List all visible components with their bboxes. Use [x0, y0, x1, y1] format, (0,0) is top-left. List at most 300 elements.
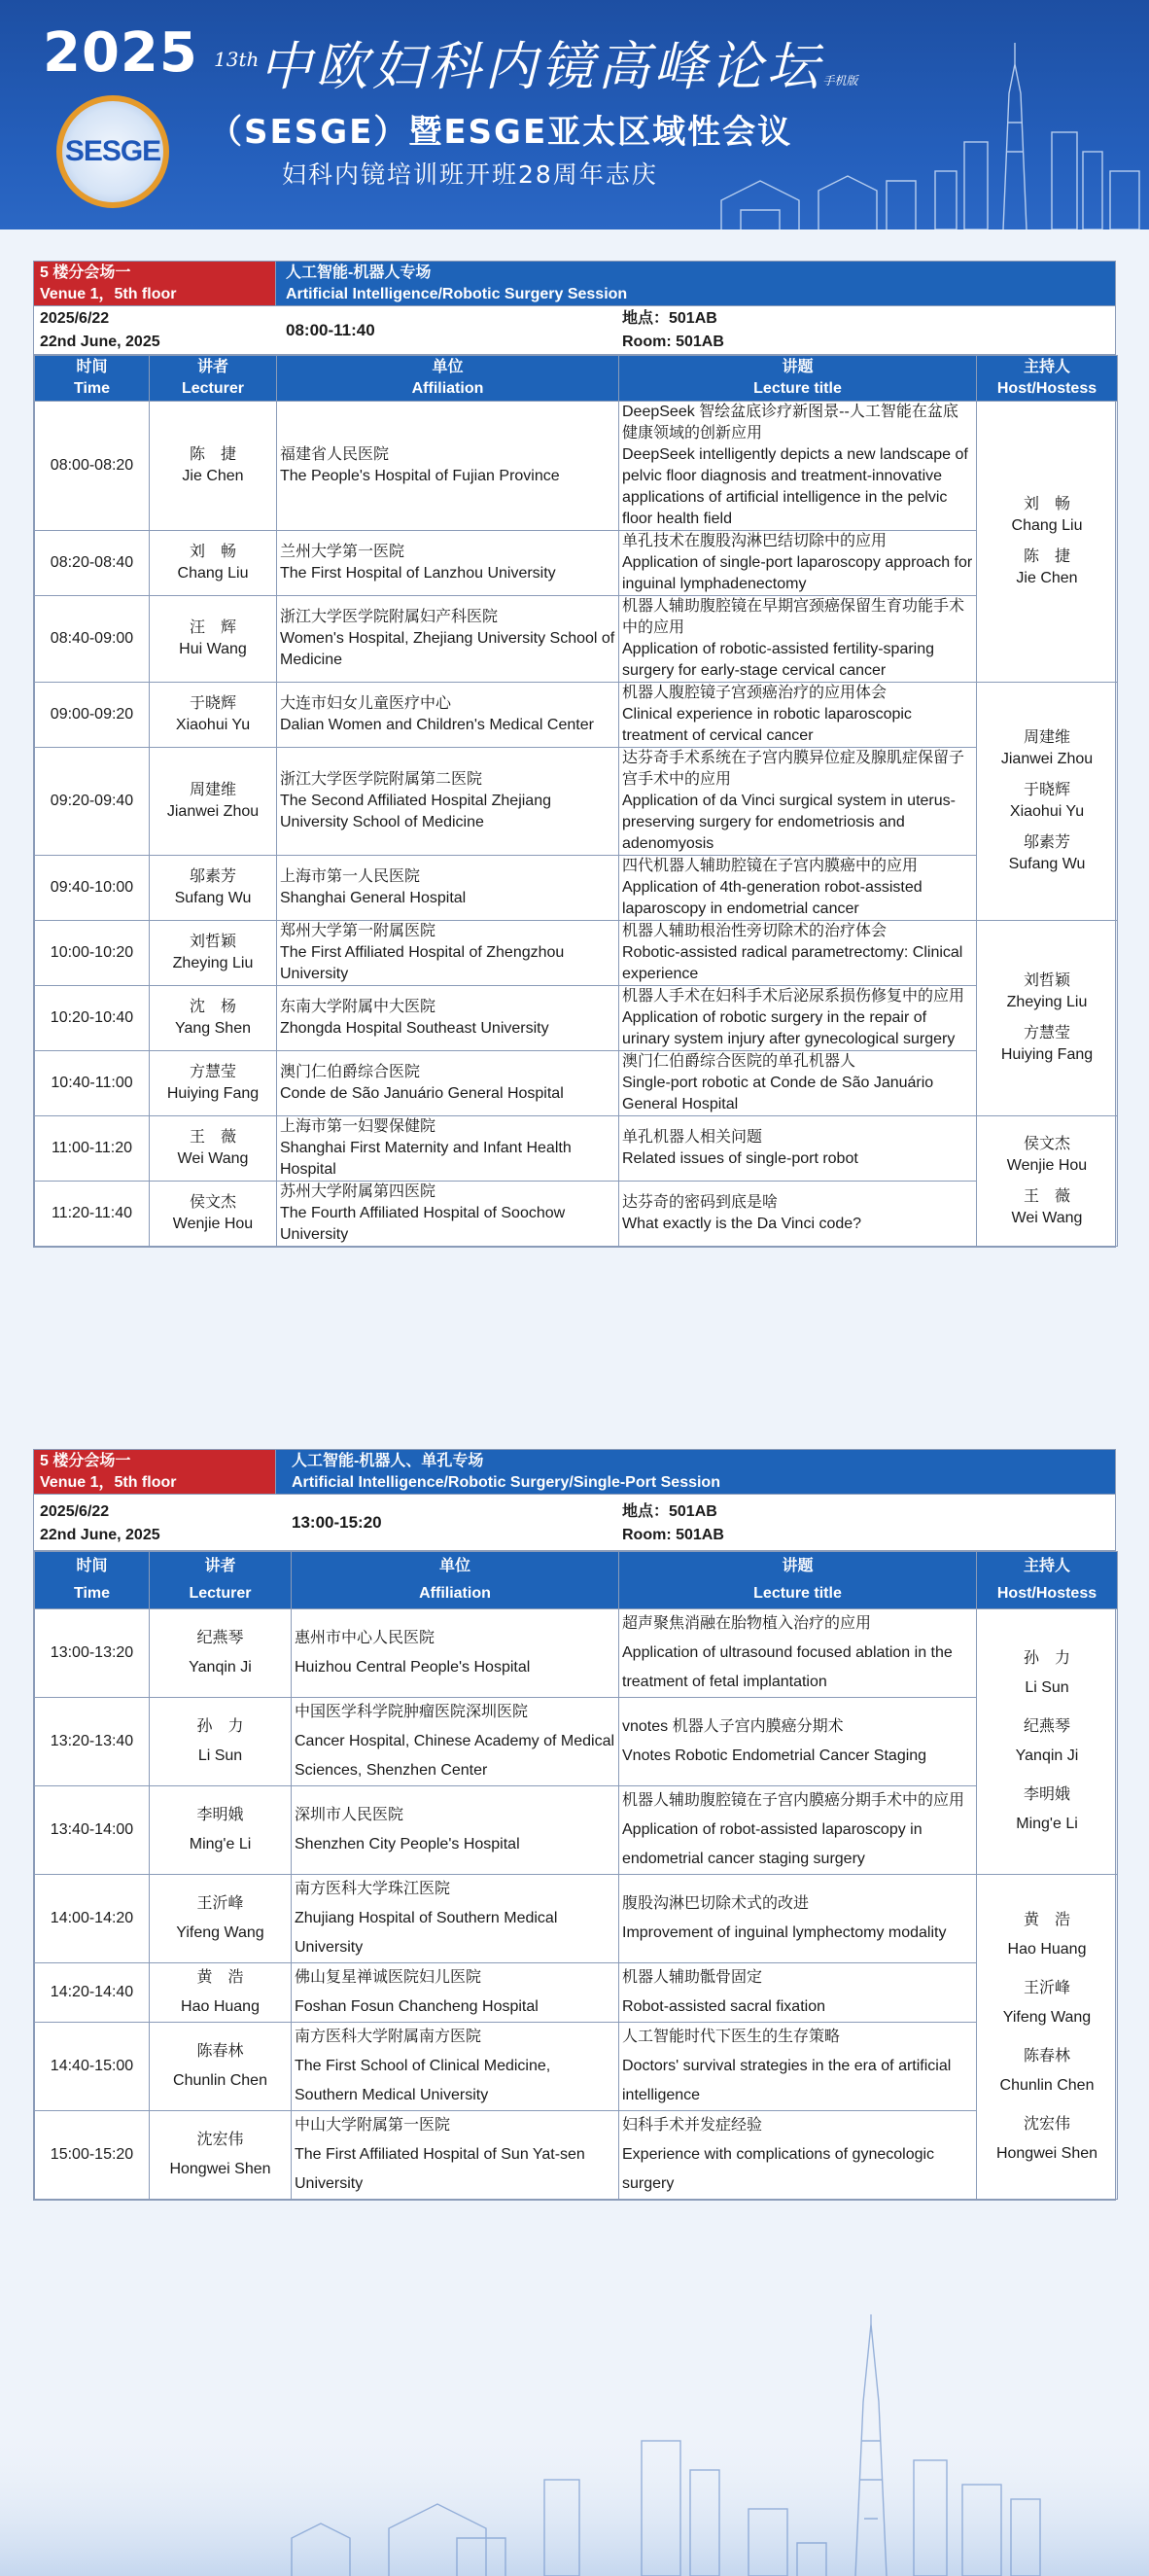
lecture-title-en: Application of robot-assisted laparoscopy in endometrial cancer staging surgery — [622, 1821, 923, 1867]
table-row — [35, 856, 1118, 921]
lecture-title-cell — [619, 1875, 977, 1963]
host-entry — [980, 1712, 1114, 1771]
footer-city-skyline — [0, 2314, 1149, 2576]
affiliation-cell — [292, 1963, 619, 2023]
table-row — [35, 1051, 1118, 1116]
lecturer-name-cn: 李明娥 — [196, 1807, 244, 1823]
session-room — [618, 306, 1115, 354]
talk-time: 11:20-11:40 — [35, 1182, 150, 1247]
col-header-lecturer: 讲者 Lecturer — [150, 356, 277, 402]
host-name-en: Sufang Wu — [1008, 856, 1086, 872]
affiliation-cn: 兰州大学第一医院 — [280, 544, 405, 560]
table-row — [35, 1182, 1118, 1247]
lecture-title-cell — [619, 402, 977, 531]
table-row — [35, 596, 1118, 683]
affiliation-cn: 上海市第一妇婴保健院 — [280, 1118, 436, 1135]
lecturer-name-cn: 汪 辉 — [189, 619, 236, 636]
host-name-en: Hongwei Shen — [995, 2144, 1098, 2162]
affiliation-en: Shenzhen City People's Hospital — [295, 1836, 520, 1853]
affiliation-cell — [277, 531, 619, 596]
lecturer-name-en: Hongwei Shen — [169, 2161, 271, 2177]
col-header-title: 讲题 Lecture title — [619, 1552, 977, 1609]
lecturer-cell — [150, 921, 277, 986]
host-name-cn: 沈宏伟 — [1023, 2115, 1070, 2133]
session-name-cn: 人工智能-机器人专场 — [286, 265, 432, 281]
affiliation-en: Cancer Hospital, Chinese Academy of Medical Sciences, Shenzhen Center — [295, 1733, 615, 1779]
session-name-cn: 人工智能-机器人、单孔专场 — [292, 1453, 484, 1469]
lecture-title-en: Application of da Vinci surgical system in uterus-preserving surgery for endometriosis and adenomyosis — [622, 793, 956, 852]
lecture-title-en: Robotic-assisted radical parametrectomy: Clinical experience — [622, 944, 963, 982]
session-date — [34, 1495, 276, 1550]
lecturer-cell — [150, 986, 277, 1051]
host-name-en: Ming'e Li — [1016, 1816, 1078, 1832]
affiliation-cn: 深圳市人民医院 — [295, 1807, 404, 1823]
lecture-title-en: Application of robotic-assisted fertility-sparing surgery for early-stage cervical cancer — [622, 641, 935, 679]
lecture-title-cn: 四代机器人辅助腔镜在子宫内膜癌中的应用 — [622, 858, 919, 874]
host-name-en: Xiaohui Yu — [1009, 803, 1085, 820]
host-entry — [980, 494, 1114, 537]
affiliation-cell — [277, 1051, 619, 1116]
session-info-row — [34, 306, 1115, 355]
host-cell — [977, 1609, 1118, 1875]
lecture-title-en: Doctors' survival strategies in the era of artificial intelligence — [622, 2058, 952, 2103]
col-header-lecturer: 讲者 Lecturer — [150, 1552, 292, 1609]
table-header-row — [35, 356, 1118, 402]
affiliation-cn: 苏州大学附属第四医院 — [280, 1183, 436, 1200]
affiliation-en: Shanghai General Hospital — [280, 890, 467, 906]
lecture-title-cn: 机器人辅助腹腔镜在早期宫颈癌保留生育功能手术中的应用 — [622, 598, 965, 636]
forum-title-text: 中欧妇科内镜高峰论坛 — [259, 36, 823, 97]
logo-text: SESGE — [64, 135, 161, 167]
forum-edition: 13th — [214, 48, 260, 71]
affiliation-cell — [277, 596, 619, 683]
lecturer-cell — [150, 531, 277, 596]
date-cn: 2025/6/22 — [40, 1503, 110, 1520]
lecturer-name-cn: 黄 浩 — [196, 1969, 244, 1986]
affiliation-cell — [277, 986, 619, 1051]
host-name-cn: 刘哲颖 — [1023, 972, 1070, 989]
col-header-title: 讲题 Lecture title — [619, 356, 977, 402]
lecture-title-cn: 机器人辅助骶骨固定 — [622, 1969, 763, 1986]
host-name-cn: 李明娥 — [1023, 1786, 1070, 1803]
talk-time: 15:00-15:20 — [35, 2111, 150, 2200]
talk-time: 10:20-10:40 — [35, 986, 150, 1051]
room-en: Room: 501AB — [622, 1527, 724, 1543]
lecture-title-cell — [619, 1051, 977, 1116]
lecturer-name-en: Huiying Fang — [166, 1085, 260, 1102]
host-entry — [980, 1186, 1114, 1229]
host-cell — [977, 1875, 1118, 2200]
lecture-title-cn: 机器人手术在妇科手术后泌尿系损伤修复中的应用 — [622, 988, 965, 1005]
affiliation-en: The People's Hospital of Fujian Province — [280, 468, 560, 484]
host-cell — [977, 921, 1118, 1116]
lecturer-cell — [150, 1116, 277, 1182]
host-entry — [980, 1644, 1114, 1703]
lecture-title-cell — [619, 986, 977, 1051]
host-entry — [980, 547, 1114, 589]
lecture-title-cn: DeepSeek 智绘盆底诊疗新图景--人工智能在盆底健康领域的创新应用 — [622, 404, 958, 441]
lecturer-name-en: Chang Liu — [177, 565, 249, 582]
lecture-title-cell — [619, 921, 977, 986]
table-row — [35, 683, 1118, 748]
host-entry — [980, 2110, 1114, 2169]
session-name-en: Artificial Intelligence/Robotic Surgery/Single-Port Session — [292, 1474, 720, 1491]
affiliation-cn: 南方医科大学珠江医院 — [295, 1881, 451, 1897]
talk-time: 09:00-09:20 — [35, 683, 150, 748]
affiliation-cn: 澳门仁伯爵综合医院 — [280, 1064, 421, 1080]
affiliation-en: The First Affiliated Hospital of Zhengzhou University — [280, 944, 565, 982]
talk-time: 14:40-15:00 — [35, 2023, 150, 2111]
affiliation-cell — [277, 856, 619, 921]
lecturer-name-cn: 沈 杨 — [189, 999, 236, 1015]
table-row — [35, 2023, 1118, 2111]
table-row — [35, 402, 1118, 531]
lecture-title-cn: 单孔技术在腹股沟淋巴结切除中的应用 — [622, 533, 888, 549]
session-room — [618, 1495, 1115, 1550]
header-banner — [0, 0, 1149, 229]
lecture-title-cell — [619, 596, 977, 683]
lecture-title-en: Vnotes Robotic Endometrial Cancer Staging — [622, 1747, 927, 1764]
anniversary-subtitle: 妇科内镜培训班开班28周年志庆 — [282, 160, 658, 189]
lecture-title-en: Application of ultrasound focused ablation in the treatment of fetal implantation — [622, 1644, 953, 1690]
host-name-cn: 王沂峰 — [1023, 1979, 1070, 1996]
affiliation-cell — [292, 1698, 619, 1786]
city-skyline-illustration — [682, 35, 1149, 229]
sesge-logo — [56, 95, 169, 208]
lecturer-name-en: Zheying Liu — [172, 955, 254, 971]
host-name-en: Jie Chen — [1016, 570, 1078, 586]
host-name-en: Hao Huang — [1007, 1940, 1087, 1958]
lecturer-name-cn: 沈宏伟 — [196, 2132, 244, 2148]
host-entry — [980, 970, 1114, 1013]
lecture-title-cn: 机器人腹腔镜子宫颈癌治疗的应用体会 — [622, 685, 888, 701]
affiliation-cell — [277, 402, 619, 531]
lecture-title-en: Clinical experience in robotic laparoscopic treatment of cervical cancer — [622, 706, 912, 744]
affiliation-cn: 东南大学附属中大医院 — [280, 999, 436, 1015]
lecture-title-cell — [619, 856, 977, 921]
lecturer-name-cn: 周建维 — [189, 782, 236, 798]
host-entry — [980, 780, 1114, 823]
lecturer-name-cn: 孙 力 — [196, 1718, 244, 1735]
lecturer-name-en: Yanqin Ji — [189, 1659, 252, 1676]
affiliation-cn: 大连市妇女儿童医疗中心 — [280, 695, 452, 712]
host-entry — [980, 1134, 1114, 1177]
lecturer-cell — [150, 1698, 292, 1786]
lecture-title-en: Experience with complications of gynecologic surgery — [622, 2146, 935, 2192]
affiliation-cell — [277, 921, 619, 986]
lecture-title-cn: 单孔机器人相关问题 — [622, 1129, 763, 1146]
lecturer-name-cn: 刘哲颖 — [189, 934, 236, 950]
lecture-title-en: DeepSeek intelligently depicts a new landscape of pelvic floor diagnosis and treatment-innovative applications of artificial intelligence in the pelvic floor health field — [622, 446, 968, 527]
host-cell — [977, 1116, 1118, 1247]
talk-time: 10:40-11:00 — [35, 1051, 150, 1116]
host-name-en: Huiying Fang — [1000, 1046, 1094, 1063]
affiliation-cell — [292, 1609, 619, 1698]
affiliation-cell — [277, 1116, 619, 1182]
schedule-body — [35, 1609, 1118, 2200]
lecture-title-cell — [619, 2023, 977, 2111]
forum-signature: 手机版 — [822, 74, 858, 88]
host-name-cn: 于晓辉 — [1023, 782, 1070, 798]
session-time: 13:00-15:20 — [292, 1512, 382, 1532]
lecturer-name-en: Hui Wang — [179, 641, 247, 657]
host-cell — [977, 402, 1118, 683]
lecture-title-cell — [619, 1786, 977, 1875]
lecturer-cell — [150, 2111, 292, 2200]
table-row — [35, 531, 1118, 596]
col-header-host: 主持人 Host/Hostess — [977, 1552, 1118, 1609]
lecturer-name-en: Chunlin Chen — [173, 2072, 267, 2089]
lecturer-name-cn: 纪燕琴 — [196, 1630, 244, 1646]
talk-time: 11:00-11:20 — [35, 1116, 150, 1182]
affiliation-en: The First Hospital of Lanzhou University — [280, 565, 556, 582]
host-name-cn: 纪燕琴 — [1023, 1718, 1070, 1735]
venue-en: Venue 1，5th floor — [40, 286, 177, 302]
host-cell — [977, 683, 1118, 921]
session-name-en: Artificial Intelligence/Robotic Surgery Session — [286, 286, 628, 302]
lecture-title-cn: 腹股沟淋巴切除术式的改进 — [622, 1895, 810, 1912]
schedule-table — [34, 355, 1118, 1247]
venue-cn: 5 楼分会场一 — [40, 265, 131, 281]
table-header-row — [35, 1552, 1118, 1609]
host-entry — [980, 1781, 1114, 1839]
lecturer-name-en: Wei Wang — [177, 1150, 249, 1167]
host-name-en: Chunlin Chen — [999, 2076, 1095, 2094]
talk-time: 13:00-13:20 — [35, 1609, 150, 1698]
affiliation-cn: 惠州市中心人民医院 — [295, 1630, 435, 1646]
affiliation-cn: 南方医科大学附属南方医院 — [295, 2029, 482, 2045]
col-header-affiliation: 单位 Affiliation — [277, 356, 619, 402]
affiliation-en: Zhongda Hospital Southeast University — [280, 1020, 549, 1037]
lecture-title-cell — [619, 1116, 977, 1182]
host-name-en: Yifeng Wang — [1002, 2008, 1092, 2026]
lecturer-cell — [150, 1786, 292, 1875]
host-name-en: Zheying Liu — [1006, 994, 1088, 1010]
lecturer-name-cn: 侯文杰 — [189, 1194, 236, 1211]
lecturer-cell — [150, 1182, 277, 1247]
lecture-title-cn: 澳门仁伯爵综合医院的单孔机器人 — [622, 1053, 856, 1070]
host-entry — [980, 1906, 1114, 1964]
lecturer-name-en: Li Sun — [197, 1747, 243, 1764]
lecture-title-cell — [619, 1698, 977, 1786]
host-name-cn: 陈 捷 — [1023, 548, 1070, 565]
lecture-title-cn: 机器人辅助腹腔镜在子宫内膜癌分期手术中的应用 — [622, 1792, 965, 1809]
room-cn: 地点：501AB — [622, 1503, 717, 1520]
host-name-cn: 黄 浩 — [1023, 1911, 1070, 1928]
host-name-en: Wei Wang — [1011, 1209, 1083, 1226]
affiliation-cell — [292, 2111, 619, 2200]
lecturer-name-en: Hao Huang — [181, 1998, 260, 2015]
lecturer-name-cn: 陈 捷 — [189, 446, 236, 463]
session-date — [34, 306, 276, 354]
host-name-en: Wenjie Hou — [1006, 1156, 1088, 1174]
lecture-title-cell — [619, 1963, 977, 2023]
schedule-body — [35, 402, 1118, 1247]
host-name-en: Yanqin Ji — [1015, 1747, 1079, 1764]
session-ai-robotic — [33, 261, 1116, 1248]
lecture-title-en: Application of 4th-generation robot-assisted laparoscopy in endometrial cancer — [622, 879, 923, 917]
col-header-affiliation: 单位 Affiliation — [292, 1552, 619, 1609]
venue-cn: 5 楼分会场一 — [40, 1453, 131, 1469]
affiliation-cell — [292, 2023, 619, 2111]
affiliation-cn: 浙江大学医学院附属妇产科医院 — [280, 609, 499, 625]
lecture-title-en: Application of robotic surgery in the repair of urinary system injury after gynecological surgery — [622, 1009, 956, 1047]
lecture-title-cn: vnotes 机器人子宫内膜癌分期术 — [622, 1718, 844, 1735]
host-entry — [980, 2042, 1114, 2100]
lecturer-cell — [150, 1609, 292, 1698]
affiliation-cn: 中山大学附属第一医院 — [295, 2117, 451, 2134]
lecturer-cell — [150, 683, 277, 748]
table-row — [35, 986, 1118, 1051]
lecture-title-cn: 达芬奇的密码到底是啥 — [622, 1194, 779, 1211]
table-row — [35, 1116, 1118, 1182]
room-cn: 地点：501AB — [622, 310, 717, 327]
talk-time: 14:00-14:20 — [35, 1875, 150, 1963]
host-entry — [980, 1974, 1114, 2032]
talk-time: 10:00-10:20 — [35, 921, 150, 986]
table-row — [35, 748, 1118, 856]
lecture-title-en: Related issues of single-port robot — [622, 1150, 858, 1167]
lecture-title-cell — [619, 2111, 977, 2200]
schedule-table — [34, 1551, 1118, 2200]
lecturer-name-cn: 陈春林 — [196, 2043, 244, 2060]
venue-label — [34, 262, 276, 305]
date-cn: 2025/6/22 — [40, 310, 110, 327]
session-info-row — [34, 1495, 1115, 1551]
affiliation-en: Foshan Fosun Chancheng Hospital — [295, 1998, 539, 2015]
host-entry — [980, 727, 1114, 770]
lecturer-name-en: Wenjie Hou — [172, 1216, 254, 1232]
lecturer-name-cn: 刘 畅 — [189, 544, 236, 560]
table-row — [35, 1786, 1118, 1875]
lecture-title-cell — [619, 1182, 977, 1247]
lecturer-cell — [150, 1051, 277, 1116]
lecturer-name-cn: 邬素芳 — [189, 868, 236, 885]
host-name-cn: 陈春林 — [1023, 2047, 1070, 2064]
lecture-title-en: What exactly is the Da Vinci code? — [622, 1216, 862, 1232]
lecturer-name-en: Sufang Wu — [174, 890, 252, 906]
host-entry — [980, 1023, 1114, 1066]
lecturer-cell — [150, 748, 277, 856]
lecturer-name-en: Yang Shen — [175, 1020, 251, 1037]
host-name-cn: 王 薇 — [1023, 1187, 1070, 1205]
affiliation-en: The First School of Clinical Medicine, Southern Medical University — [295, 2058, 551, 2103]
col-header-host: 主持人 Host/Hostess — [977, 356, 1118, 402]
talk-time: 08:20-08:40 — [35, 531, 150, 596]
room-en: Room: 501AB — [622, 334, 724, 350]
lecture-title-en: Robot-assisted sacral fixation — [622, 1998, 825, 2015]
lecturer-cell — [150, 402, 277, 531]
affiliation-cell — [277, 1182, 619, 1247]
affiliation-en: The First Affiliated Hospital of Sun Yat-sen University — [295, 2146, 585, 2192]
affiliation-cell — [277, 683, 619, 748]
session-title-row — [34, 262, 1115, 306]
affiliation-en: Huizhou Central People's Hospital — [295, 1659, 531, 1676]
lecture-title-en: Single-port robotic at Conde de São Januário General Hospital — [622, 1075, 934, 1112]
affiliation-cell — [277, 748, 619, 856]
lecturer-name-en: Jianwei Zhou — [166, 803, 260, 820]
affiliation-en: Conde de São Januário General Hospital — [280, 1085, 564, 1102]
host-name-cn: 刘 畅 — [1023, 496, 1070, 512]
table-row — [35, 1698, 1118, 1786]
affiliation-cell — [292, 1875, 619, 1963]
host-name-en: Jianwei Zhou — [1000, 751, 1094, 767]
affiliation-en: Dalian Women and Children's Medical Center — [280, 717, 594, 733]
table-row — [35, 921, 1118, 986]
session-title-row — [34, 1450, 1115, 1495]
host-name-cn: 周建维 — [1023, 729, 1070, 746]
talk-time: 08:00-08:20 — [35, 402, 150, 531]
affiliation-cn: 郑州大学第一附属医院 — [280, 923, 436, 939]
affiliation-cell — [292, 1786, 619, 1875]
lecture-title-cell — [619, 748, 977, 856]
event-year: 2025 — [43, 21, 198, 85]
session-name — [276, 1450, 1115, 1494]
lecturer-cell — [150, 856, 277, 921]
talk-time: 14:20-14:40 — [35, 1963, 150, 2023]
host-name-en: Li Sun — [1025, 1679, 1069, 1696]
host-name-cn: 方慧莹 — [1023, 1025, 1070, 1041]
lecturer-name-cn: 王沂峰 — [196, 1895, 244, 1912]
lecturer-cell — [150, 2023, 292, 2111]
col-header-time: 时间 Time — [35, 356, 150, 402]
lecture-title-cn: 人工智能时代下医生的生存策略 — [622, 2029, 841, 2045]
affiliation-en: Shanghai First Maternity and Infant Health Hospital — [280, 1140, 572, 1178]
lecture-title-cn: 妇科手术并发症经验 — [622, 2117, 763, 2134]
affiliation-cn: 福建省人民医院 — [280, 446, 390, 463]
host-name-en: Chang Liu — [1011, 517, 1083, 534]
lecture-title-cn: 超声聚焦消融在胎物植入治疗的应用 — [622, 1615, 872, 1632]
lecturer-name-cn: 王 薇 — [189, 1129, 236, 1146]
affiliation-en: The Fourth Affiliated Hospital of Soochow University — [280, 1205, 566, 1243]
lecture-title-cell — [619, 1609, 977, 1698]
host-name-cn: 侯文杰 — [1023, 1135, 1070, 1152]
date-en: 22nd June, 2025 — [40, 1527, 160, 1543]
table-row — [35, 1609, 1118, 1698]
host-name-cn: 孙 力 — [1023, 1650, 1070, 1667]
affiliation-cn: 佛山复星禅诚医院妇儿医院 — [295, 1969, 482, 1986]
date-en: 22nd June, 2025 — [40, 334, 160, 350]
host-entry — [980, 832, 1114, 875]
lecturer-name-en: Jie Chen — [182, 468, 244, 484]
lecturer-cell — [150, 1875, 292, 1963]
col-header-time: 时间 Time — [35, 1552, 150, 1609]
talk-time: 13:40-14:00 — [35, 1786, 150, 1875]
table-row — [35, 2111, 1118, 2200]
lecturer-name-cn: 于晓辉 — [189, 695, 236, 712]
talk-time: 09:40-10:00 — [35, 856, 150, 921]
affiliation-cn: 中国医学科学院肿瘤医院深圳医院 — [295, 1704, 529, 1720]
lecturer-name-en: Xiaohui Yu — [175, 717, 251, 733]
lecture-title-cell — [619, 531, 977, 596]
affiliation-en: Women's Hospital, Zhejiang University School of Medicine — [280, 630, 615, 668]
lecturer-cell — [150, 596, 277, 683]
session-time: 08:00-11:40 — [286, 320, 375, 339]
conference-subtitle: （SESGE）暨ESGE亚太区域性会议 — [209, 113, 793, 152]
lecture-title-cell — [619, 683, 977, 748]
lecture-title-cn: 机器人辅助根治性旁切除术的治疗体会 — [622, 923, 888, 939]
session-ai-robotic-single-port — [33, 1449, 1116, 2201]
affiliation-en: Zhujiang Hospital of Southern Medical University — [295, 1910, 558, 1956]
talk-time: 09:20-09:40 — [35, 748, 150, 856]
venue-en: Venue 1，5th floor — [40, 1474, 177, 1491]
talk-time: 13:20-13:40 — [35, 1698, 150, 1786]
lecturer-name-en: Ming'e Li — [189, 1836, 252, 1853]
affiliation-en: The Second Affiliated Hospital Zhejiang University School of Medicine — [280, 793, 551, 830]
lecturer-name-en: Yifeng Wang — [176, 1924, 264, 1941]
lecture-title-cn: 达芬奇手术系统在子宫内膜异位症及腺肌症保留子宫手术中的应用 — [622, 750, 965, 788]
lecturer-cell — [150, 1963, 292, 2023]
